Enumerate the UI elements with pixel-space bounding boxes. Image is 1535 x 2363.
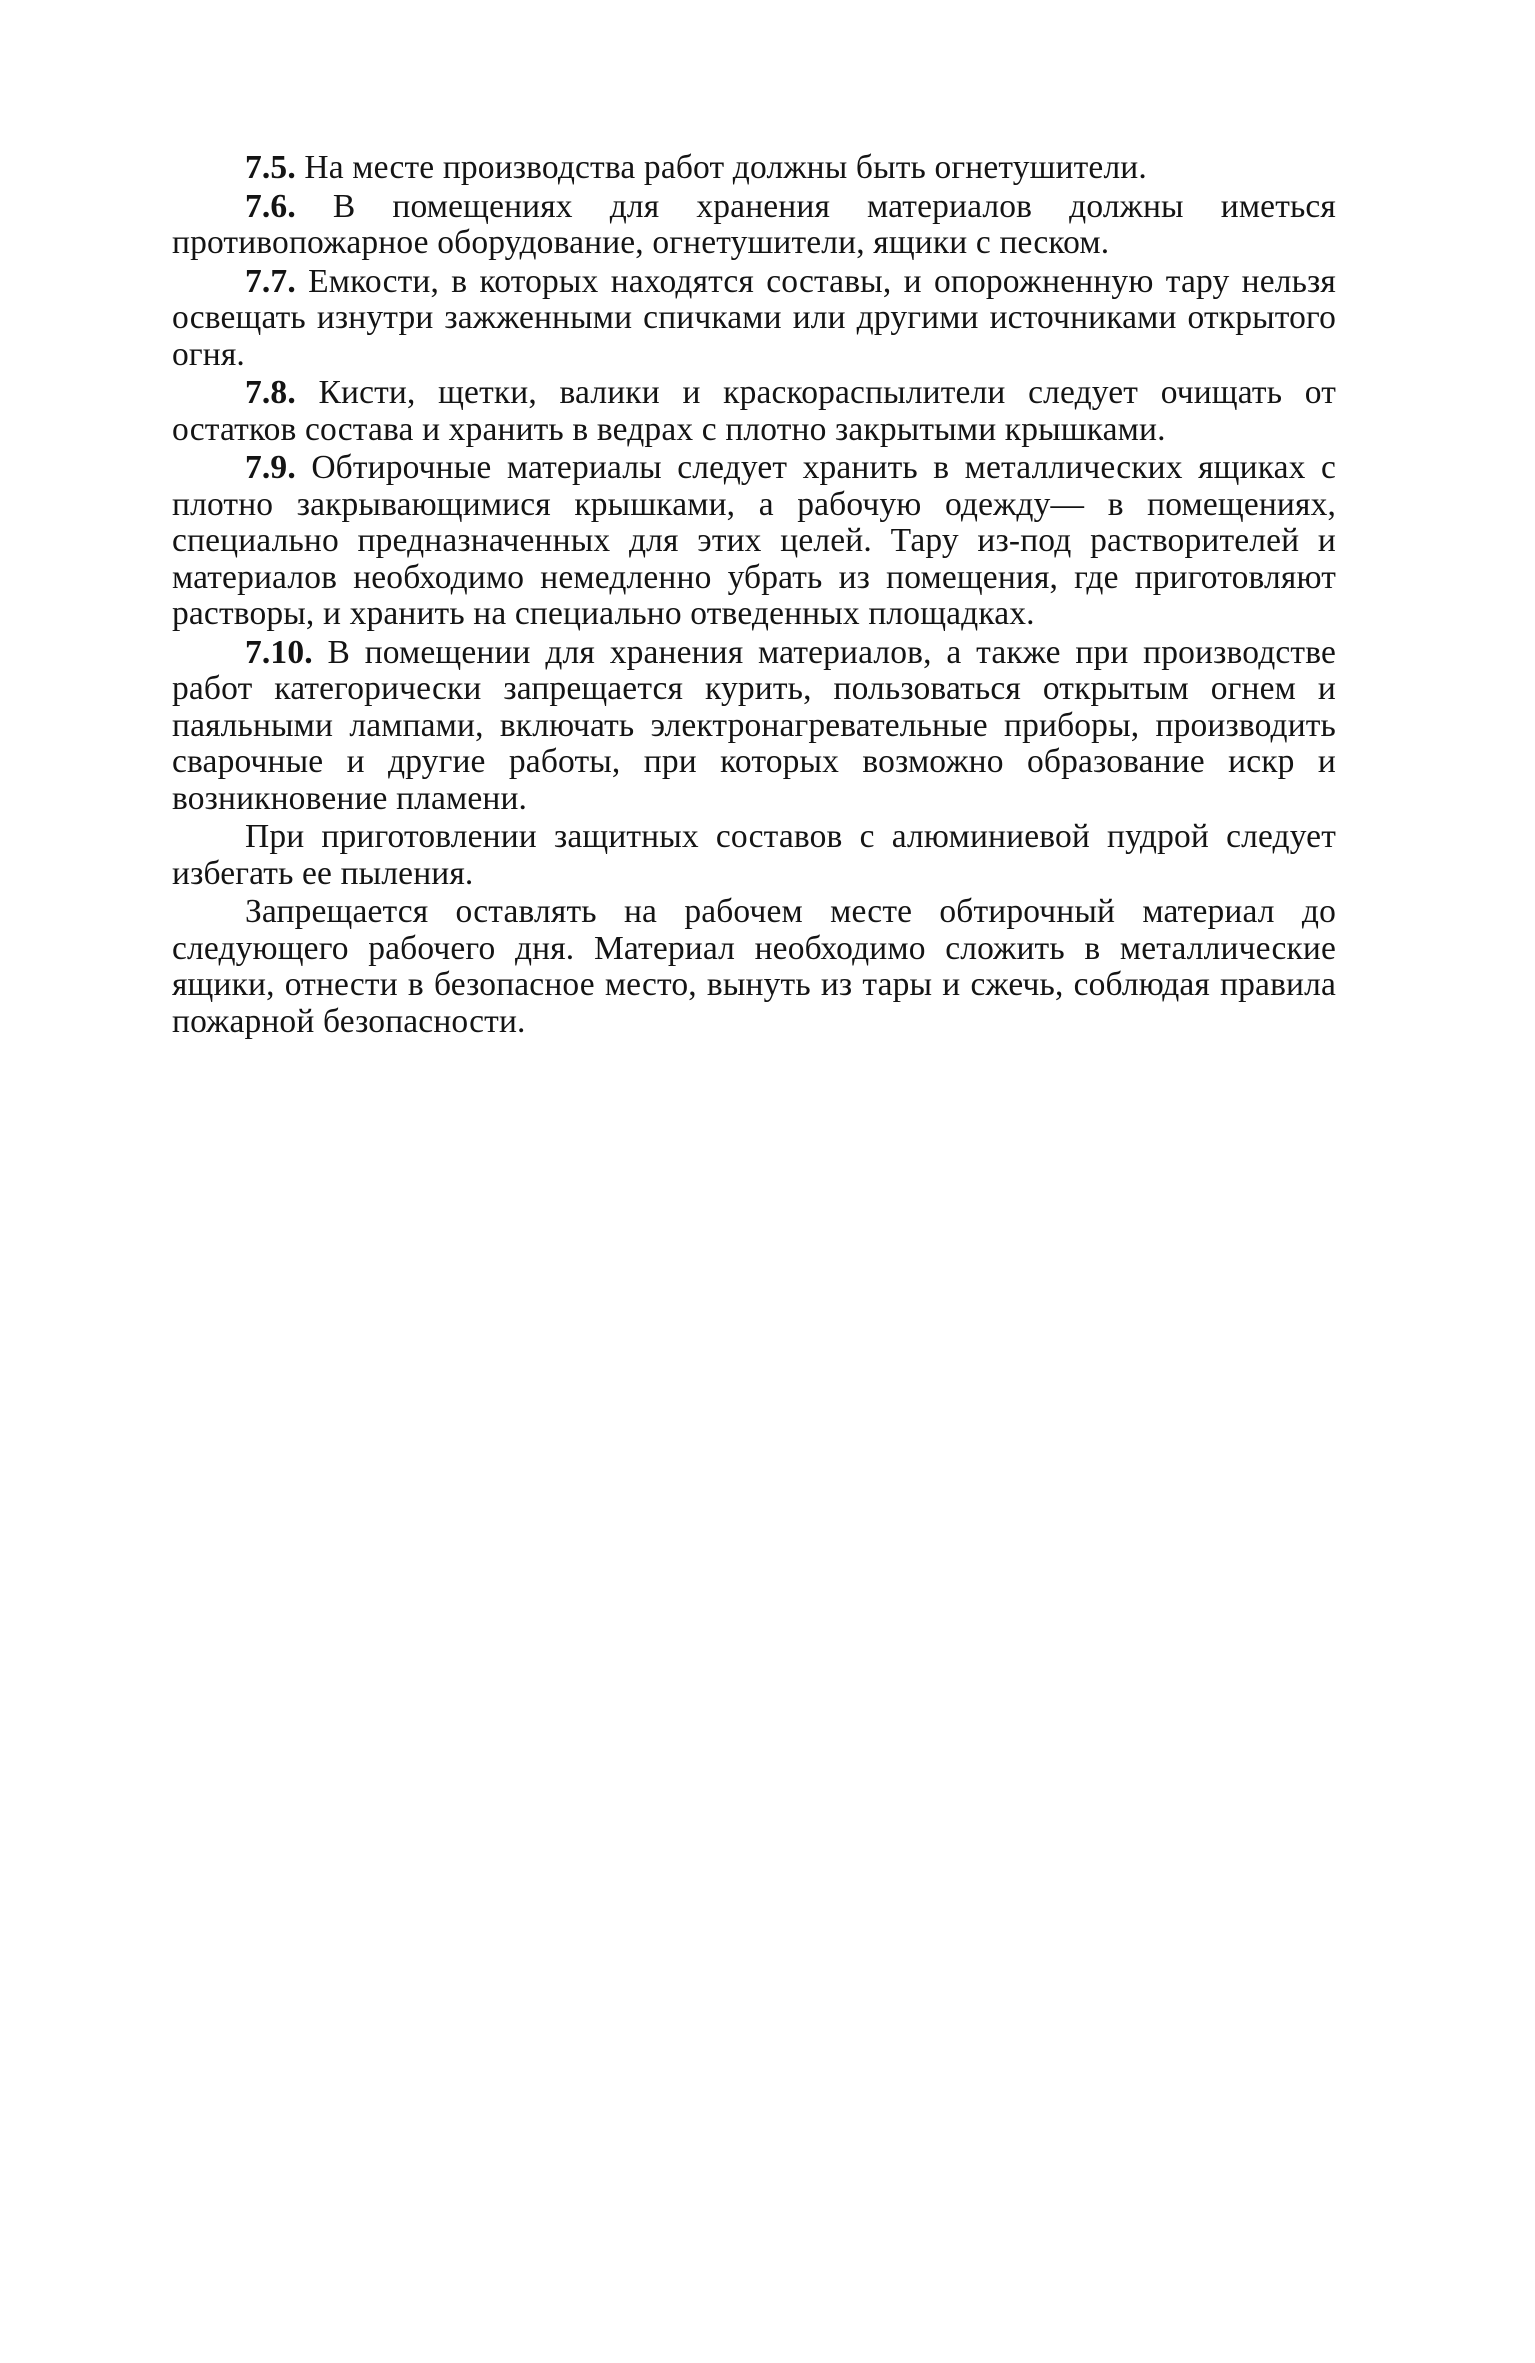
paragraph-text: Запрещается оставлять на рабочем месте обтирочный материал до следующего рабочего дня. Материал необходимо сложить в металлические ящики, отнести в безопасное место, вынуть из тары и сжечь, соблюдая правила пожарной безопасности. — [172, 893, 1336, 1040]
paragraph-aluminium-powder — [172, 819, 1336, 892]
paragraph-7-5 — [172, 150, 1336, 187]
paragraph-number: 7.8. — [245, 374, 296, 411]
paragraph-7-10 — [172, 635, 1336, 818]
paragraph-text: В помещениях для хранения материалов должны иметься противопожарное оборудование, огнетушители, ящики с песком. — [172, 187, 1336, 261]
paragraph-text: В помещении для хранения материалов, а также при производстве работ категорически запрещается курить, пользоваться открытым огнем и паяльными лампами, включать электронагревательные приборы, производить сварочные и другие работы, при которых возможно образование искр и возникновение пламени. — [172, 633, 1336, 817]
paragraph-text: Емкости, в которых находятся составы, и опорожненную тару нельзя освещать изнутри зажженными спичками или другими источниками открытого огня. — [172, 262, 1336, 373]
paragraph-7-8 — [172, 375, 1336, 448]
paragraph-number: 7.10. — [245, 633, 313, 671]
paragraph-text: Кисти, щетки, валики и краскораспылители следует очищать от остатков состава и хранить в ведрах с плотно закрытыми крышками. — [172, 374, 1337, 448]
paragraph-7-9 — [172, 450, 1336, 633]
paragraph-text: При приготовлении защитных составов с алюминиевой пудрой следует избегать ее пыления. — [172, 818, 1336, 892]
paragraph-text: На месте производства работ должны быть огнетушители. — [304, 149, 1147, 186]
document-page — [172, 150, 1336, 1042]
paragraph-number: 7.7. — [245, 262, 296, 300]
paragraph-7-6 — [172, 189, 1336, 262]
paragraph-7-7 — [172, 264, 1336, 374]
paragraph-number: 7.6. — [245, 187, 296, 225]
paragraph-number: 7.9. — [245, 449, 296, 486]
paragraph-wiping-material — [172, 894, 1336, 1040]
paragraph-number: 7.5. — [245, 149, 296, 186]
paragraph-text: Обтирочные материалы следует хранить в металлических ящиках с плотно закрывающимися крышками, а рабочую одежду— в помещениях, специально предназначенных для этих целей. Тару из-под растворителей и материалов необходимо немедленно убрать из помещения, где приготовляют растворы, и хранить на специально отведенных площадках. — [172, 449, 1337, 632]
